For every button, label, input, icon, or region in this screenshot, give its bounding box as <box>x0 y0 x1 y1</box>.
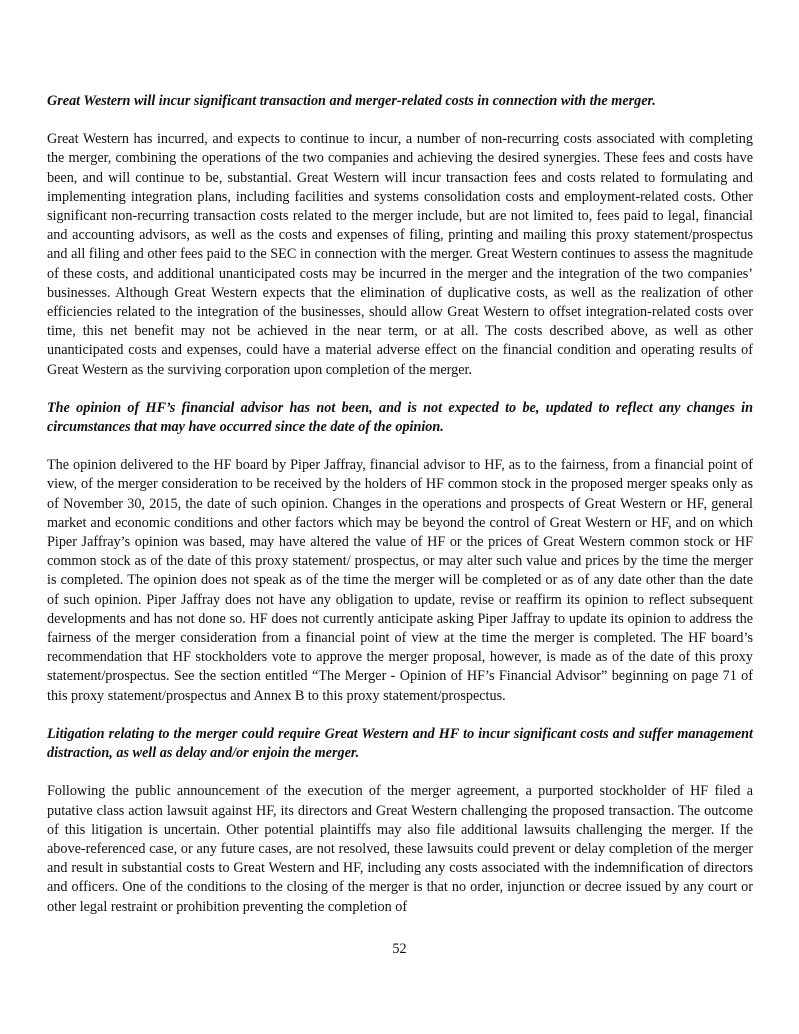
page-number: 52 <box>392 941 407 957</box>
document-page <box>47 92 753 936</box>
section-body-advisor-opinion: The opinion delivered to the HF board by Piper Jaffray, financial advisor to HF, as to the fairness, from a financial point of view, of the merger consideration to be received by the holders of HF common stock in the proposed merger speaks only as of November 30, 2015, the date of such opinion. Changes in the operations and prospects of Great Western or HF, general market and economic conditions and other factors which may be beyond the control of Great Western or HF, and on which Piper Jaffray’s opinion was based, may have altered the value of HF or the prices of Great Western common stock or HF common stock as of the date of this proxy statement/ prospectus, or may alter such value and prices by the time the merger is completed. The opinion does not speak as of the time the merger will be completed or as of any date other than the date of such opinion. Piper Jaffray does not have any obligation to update, revise or reaffirm its opinion to reflect subsequent developments and has not done so. HF does not currently anticipate asking Piper Jaffray to update its opinion to address the fairness of the merger consideration from a financial point of view at the time the merger is completed. The HF board’s recommendation that HF stockholders vote to approve the merger proposal, however, is made as of the date of this proxy statement/prospectus. See the section entitled “The Merger - Opinion of HF’s Financial Advisor” beginning on page 71 of this proxy statement/prospectus and Annex B to this proxy statement/prospectus. <box>47 457 753 704</box>
section-heading-advisor-opinion: The opinion of HF’s financial advisor has not been, and is not expected to be, updated to reflect any changes in circumstances that may have occurred since the date of the opinion. <box>47 399 753 436</box>
section-heading-litigation: Litigation relating to the merger could require Great Western and HF to incur significant costs and suffer management distraction, as well as delay and/or enjoin the merger. <box>47 725 753 762</box>
section-heading-transaction-costs: Great Western will incur significant transaction and merger-related costs in connection with the merger. <box>47 93 656 109</box>
section-body-transaction-costs: Great Western has incurred, and expects to continue to incur, a number of non-recurring costs associated with completing the merger, combining the operations of the two companies and achieving the desired synergies. These fees and costs have been, and will continue to be, substantial. Great Western will incur transaction fees and costs related to formulating and implementing integration plans, including facilities and systems consolidation costs and employment-related costs. Other significant non-recurring transaction costs related to the merger include, but are not limited to, fees paid to legal, financial and accounting advisors, as well as the costs and expenses of filing, printing and mailing this proxy statement/prospectus and all filing and other fees paid to the SEC in connection with the merger. Great Western continues to assess the magnitude of these costs, and additional unanticipated costs may be incurred in the merger and the integration of the two companies’ businesses. Although Great Western expects that the elimination of duplicative costs, as well as the realization of other efficiencies related to the integration of the businesses, should allow Great Western to offset integration-related costs over time, this net benefit may not be achieved in the near term, or at all. The costs described above, as well as other unanticipated costs and expenses, could have a material adverse effect on the financial condition and operating results of Great Western as the surviving corporation upon completion of the merger. <box>47 131 753 378</box>
section-body-litigation: Following the public announcement of the execution of the merger agreement, a purported stockholder of HF filed a putative class action lawsuit against HF, its directors and Great Western challenging the proposed transaction. The outcome of this litigation is uncertain. Other potential plaintiffs may also file additional lawsuits challenging the merger. If the above-referenced case, or any future cases, are not resolved, these lawsuits could prevent or delay completion of the merger and result in substantial costs to Great Western and HF, including any costs associated with the indemnification of directors and officers. One of the conditions to the closing of the merger is that no order, injunction or decree issued by any court or other legal restraint or prohibition preventing the completion of <box>47 783 753 915</box>
